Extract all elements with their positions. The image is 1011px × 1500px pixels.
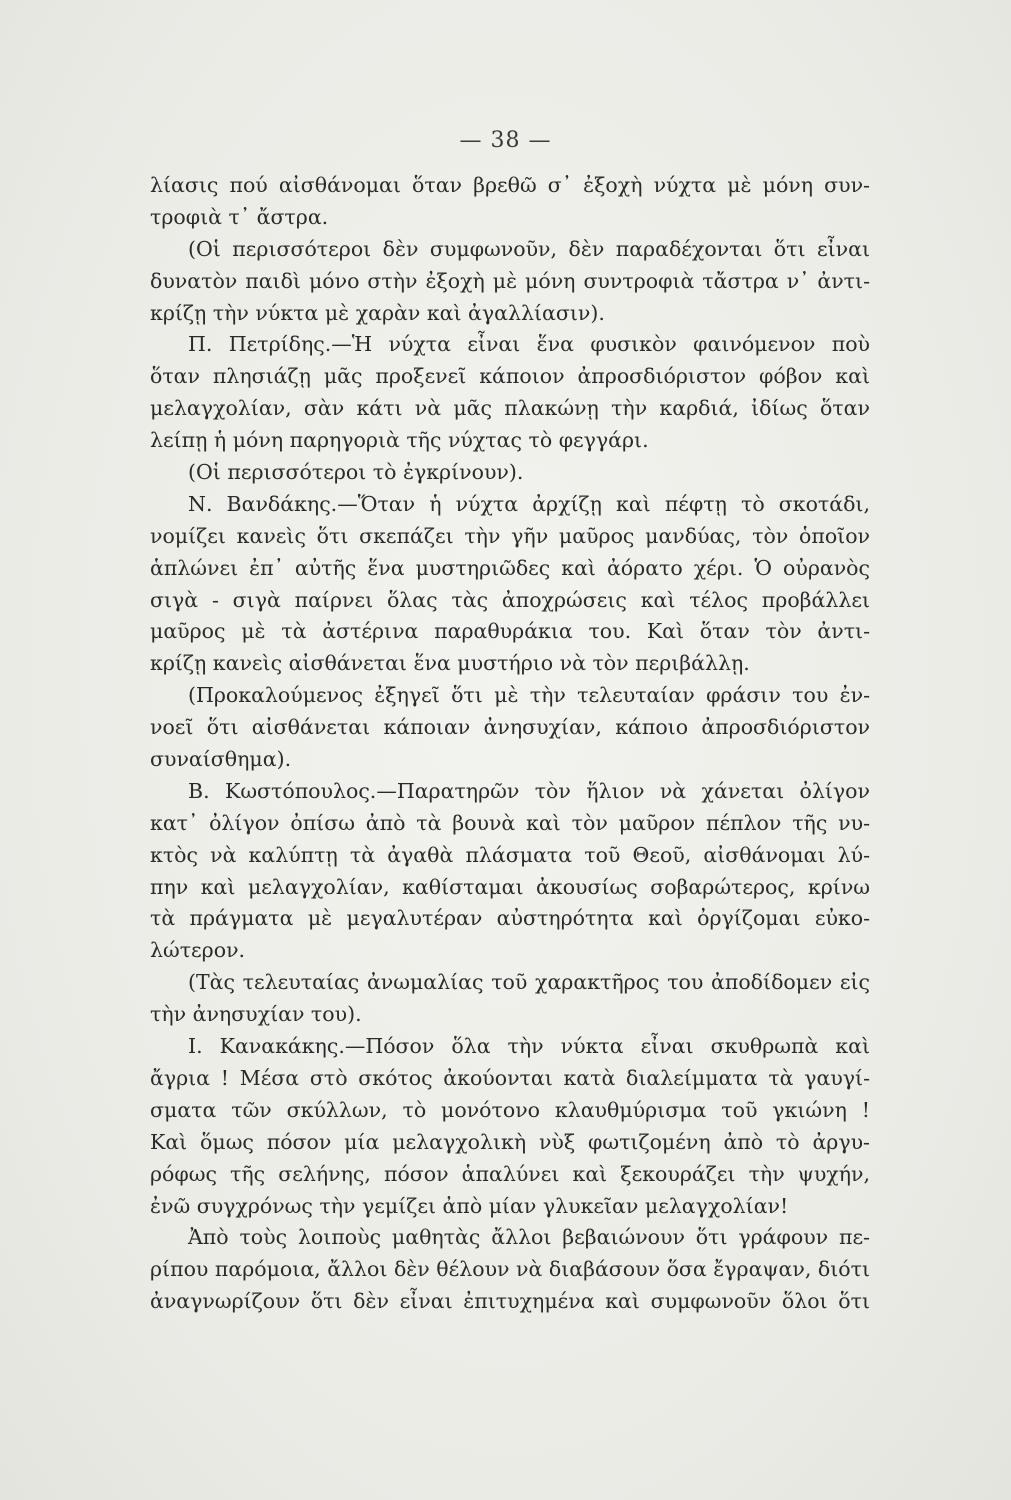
- text-line: λείπῃ ἡ μόνη παρηγοριὰ τῆς νύχτας τὸ φεγγάρι.: [150, 428, 649, 453]
- text-line: ἁπλώνει ἐπ᾿ αὐτῆς ἕνα μυστηριῶδες καὶ ἀόρατο χέρι. Ὁ οὐρανὸς: [150, 555, 870, 580]
- text-line: ἐνῶ συγχρόνως τὴν γεμίζει ἀπὸ μίαν γλυκεῖαν μελαγχολίαν!: [150, 1193, 789, 1218]
- text-line: Β. Κωστόπουλος.—Παρατηρῶν τὸν ἥλιον νὰ χάνεται ὀλίγον: [188, 778, 870, 803]
- text-line: (Τὰς τελευταίας ἀνωμαλίας τοῦ χαρακτῆρος του ἀποδίδομεν εἰς: [188, 970, 870, 995]
- text-line: νομίζει κανεὶς ὅτι σκεπάζει τὴν γῆν μαῦρος μανδύας, τὸν ὁποῖον: [150, 523, 870, 548]
- text-line: συναίσθημα).: [150, 747, 292, 772]
- text-line: λώτερον.: [150, 938, 246, 963]
- text-line: τὴν ἀνησυχίαν του).: [150, 1002, 362, 1027]
- body-text: [150, 170, 870, 1318]
- text-line: (Οἱ περισσότεροι δὲν συμφωνοῦν, δὲν παραδέχονται ὅτι εἶναι: [188, 236, 870, 261]
- text-line: κρίζῃ κανεὶς αἰσθάνεται ἕνα μυστήριο νὰ τὸν περιβάλλῃ.: [150, 651, 750, 676]
- text-line: δυνατὸν παιδὶ μόνο στὴν ἐξοχὴ μὲ μόνη συντροφιὰ τἄστρα ν᾿ ἀντι-: [150, 268, 870, 293]
- text-line: μελαγχολίαν, σὰν κάτι νὰ μᾶς πλακώνῃ τὴν καρδιά, ἰδίως ὅταν: [150, 396, 870, 421]
- text-line: Καὶ ὅμως πόσον μία μελαγχολικὴ νὺξ φωτιζομένη ἀπὸ τὸ ἀργυ-: [150, 1129, 870, 1154]
- text-line: πην καὶ μελαγχολίαν, καθίσταμαι ἀκουσίως σοβαρώτερος, κρίνω: [150, 874, 870, 899]
- text-line: Ν. Βανδάκης.—Ὅταν ἡ νύχτα ἀρχίζῃ καὶ πέφτῃ τὸ σκοτάδι,: [188, 491, 870, 516]
- text-line: τὰ πράγματα μὲ μεγαλυτέραν αὐστηρότητα καὶ ὀργίζομαι εὐκο-: [150, 906, 870, 931]
- text-line: σιγὰ - σιγὰ παίρνει ὅλας τὰς ἀποχρώσεις καὶ τέλος προβάλλει: [150, 587, 870, 612]
- text-line: ἄγρια ! Μέσα στὸ σκότος ἀκούονται κατὰ διαλείμματα τὰ γαυγί-: [150, 1065, 870, 1090]
- text-line: ρίπου παρόμοια, ἄλλοι δὲν θέλουν νὰ διαβάσουν ὅσα ἔγραψαν, διότι: [150, 1257, 870, 1282]
- text-line: ρόφως τῆς σελήνης, πόσον ἁπαλύνει καὶ ξεκουράζει τὴν ψυχήν,: [150, 1161, 870, 1186]
- text-line: ὅταν πλησιάζῃ μᾶς προξενεῖ κάποιον ἀπροσδιόριστον φόβον καὶ: [150, 364, 870, 389]
- text-line: σματα τῶν σκύλλων, τὸ μονότονο κλαυθμύρισμα τοῦ γκιώνη !: [150, 1097, 870, 1122]
- text-line: ἀναγνωρίζουν ὅτι δὲν εἶναι ἐπιτυχημένα καὶ συμφωνοῦν ὅλοι ὅτι: [150, 1289, 870, 1314]
- text-line: Π. Πετρίδης.—Ἡ νύχτα εἶναι ἕνα φυσικὸν φαινόμενον ποὺ: [188, 332, 870, 357]
- text-line: τροφιὰ τ᾿ ἄστρα.: [150, 204, 329, 229]
- page-number: — 38 —: [459, 128, 552, 153]
- text-line: (Οἱ περισσότεροι τὸ ἐγκρίνουν).: [188, 460, 524, 485]
- text-line: μαῦρος μὲ τὰ ἀστέρινα παραθυράκια του. Καὶ ὅταν τὸν ἀντι-: [150, 619, 870, 644]
- text-line: (Προκαλούμενος ἐξηγεῖ ὅτι μὲ τὴν τελευταίαν φράσιν του ἐν-: [188, 683, 870, 708]
- text-line: Ἀπὸ τοὺς λοιποὺς μαθητὰς ἄλλοι βεβαιώνουν ὅτι γράφουν πε-: [188, 1225, 870, 1250]
- text-line: λίασις πού αἰσθάνομαι ὅταν βρεθῶ σ᾿ ἐξοχὴ νύχτα μὲ μόνη συν-: [150, 173, 870, 197]
- text-line: κρίζῃ τὴν νύκτα μὲ χαρὰν καὶ ἀγαλλίασιν).: [150, 300, 605, 325]
- text-line: κτὸς νὰ καλύπτῃ τὰ ἀγαθὰ πλάσματα τοῦ Θεοῦ, αἰσθάνομαι λύ-: [150, 842, 870, 867]
- text-line: νοεῖ ὅτι αἰσθάνεται κάποιαν ἀνησυχίαν, κάποιο ἀπροσδιόριστον: [150, 715, 870, 740]
- text-line: κατ᾿ ὀλίγον ὀπίσω ἀπὸ τὰ βουνὰ καὶ τὸν μαῦρον πέπλον τῆς νυ-: [150, 810, 870, 835]
- text-line: Ι. Κανακάκης.—Πόσον ὅλα τὴν νύκτα εἶναι σκυθρωπὰ καὶ: [188, 1034, 870, 1059]
